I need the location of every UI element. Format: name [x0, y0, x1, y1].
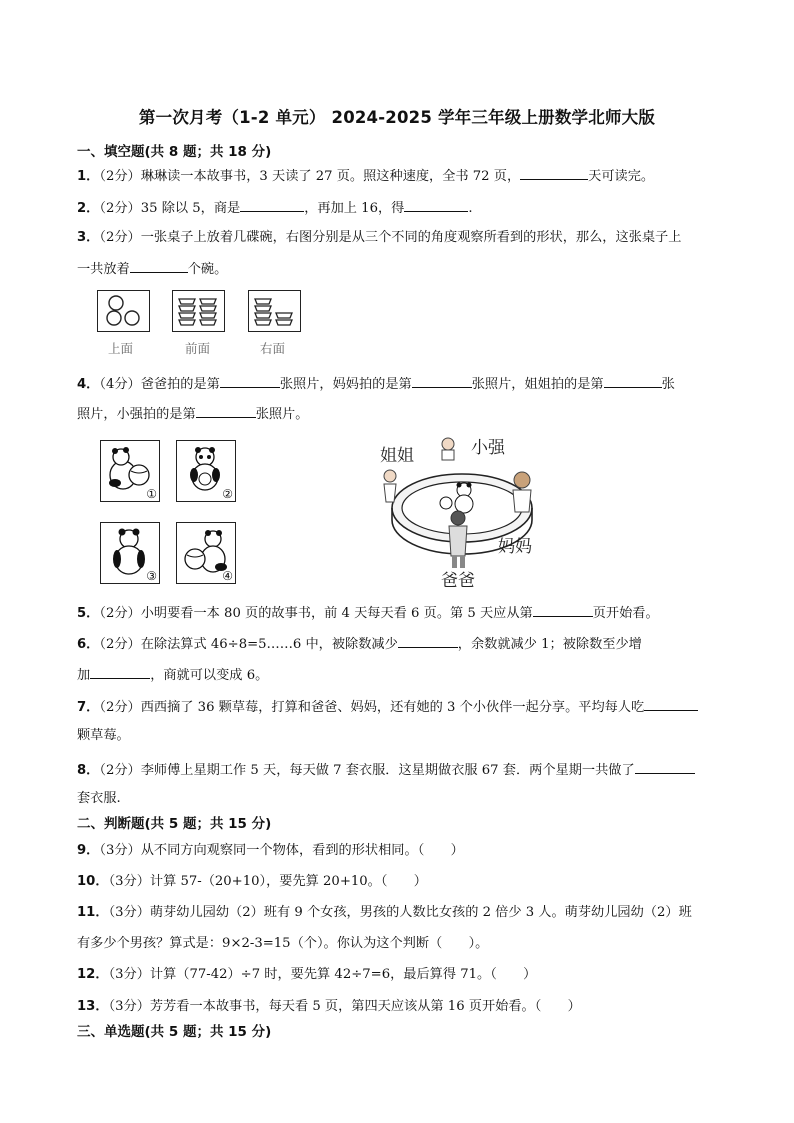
answer-blank[interactable] — [635, 760, 695, 774]
answer-blank[interactable] — [404, 198, 468, 212]
section-true-false: 二、判断题(共 5 题；共 15 分) — [77, 816, 272, 832]
question-text: . — [468, 201, 473, 216]
question-number: 1． — [77, 169, 100, 184]
question-text: 琳琳读一本故事书，3 天读了 27 页。照这种速度，全书 72 页， — [140, 169, 521, 184]
question-13 — [77, 998, 581, 1016]
question-text: 萌芽幼儿园幼（2）班有 9 个女孩，男孩的人数比女孩的 2 倍少 3 人。萌芽幼儿园幼（2）班 — [149, 905, 692, 920]
bowl-stack-icon — [249, 291, 299, 330]
question-8-cont — [77, 790, 121, 808]
question-3-cont — [77, 259, 227, 279]
question-1 — [77, 166, 654, 186]
question-text: ，商就可以变成 6。 — [150, 668, 269, 683]
question-number: 4． — [77, 377, 100, 392]
question-text: 李师傅上星期工作 5 天，每天做 7 套衣服．这星期做衣服 67 套．两个星期一共做了 — [140, 763, 635, 778]
question-text: 芳芳看一本故事书，每天看 5 页，第四天应该从第 16 页开始看。（ ） — [149, 999, 581, 1014]
question-score: （3分） — [108, 967, 150, 982]
question-2 — [77, 198, 473, 218]
question-number: 5． — [77, 606, 100, 621]
question-text: 张 — [661, 377, 675, 392]
question-5 — [77, 603, 659, 623]
question-text: 35 除以 5，商是 — [140, 201, 241, 216]
question-7-cont — [77, 727, 130, 745]
question-score: （3分） — [108, 874, 150, 889]
question-number: 6． — [77, 637, 100, 652]
page-title: 第一次月考（1-2 单元） 2024-2025 学年三年级上册数学北师大版 — [138, 108, 656, 127]
answer-blank[interactable] — [533, 603, 593, 617]
question-text: 张照片，妈妈拍的是第 — [279, 377, 412, 392]
question-11-cont — [77, 935, 488, 953]
question-score: （2分） — [99, 637, 141, 652]
question-score: （2分） — [99, 201, 141, 216]
photo-number: ③ — [146, 569, 157, 583]
question-text: 计算（77-42）÷7 时，要先算 42÷7=6，最后算得 71。（ ） — [149, 967, 537, 982]
question-4 — [77, 374, 675, 394]
question-score: （2分） — [99, 700, 141, 715]
question-score: （4分） — [99, 377, 141, 392]
answer-blank[interactable] — [90, 665, 150, 679]
photo-number: ① — [146, 487, 157, 501]
question-text: 张照片，姐姐拍的是第 — [471, 377, 604, 392]
answer-blank[interactable] — [196, 404, 256, 418]
question-score: （3分） — [108, 999, 150, 1014]
answer-blank[interactable] — [240, 198, 304, 212]
question-number: 2． — [77, 201, 100, 216]
question-text: 在除法算式 46÷8=5……6 中，被除数减少 — [140, 637, 398, 652]
question-score: （2分） — [99, 763, 141, 778]
question-number: 11． — [77, 905, 109, 920]
question-text: 一共放着 — [77, 262, 130, 277]
bowls-top-view — [97, 290, 150, 332]
question-text: 天可读完。 — [588, 169, 655, 184]
question-number: 7． — [77, 700, 100, 715]
question-number: 9． — [77, 843, 100, 858]
question-score: （3分） — [108, 905, 150, 920]
photo-3 — [100, 522, 160, 584]
question-12 — [77, 966, 536, 984]
label-xiaoqiang: 小强 — [471, 438, 505, 458]
photo-number: ④ — [222, 569, 233, 583]
label-front-view: 前面 — [185, 341, 211, 356]
label-top-view: 上面 — [108, 341, 134, 356]
answer-blank[interactable] — [644, 697, 698, 711]
label-right-view: 右面 — [260, 341, 286, 356]
answer-blank[interactable] — [520, 166, 588, 180]
question-number: 8． — [77, 763, 100, 778]
bowls-front-view — [172, 290, 225, 332]
bowl-stack-icon — [173, 291, 223, 330]
question-text: 照片，小强拍的是第 — [77, 407, 196, 422]
question-number: 3． — [77, 230, 100, 245]
question-number: 13． — [77, 999, 109, 1014]
question-3 — [77, 229, 681, 247]
photo-number: ② — [222, 487, 233, 501]
question-6-cont — [77, 665, 268, 685]
question-text: 颗草莓。 — [77, 728, 130, 743]
answer-blank[interactable] — [220, 374, 280, 388]
question-text: ，再加上 16，得 — [304, 201, 405, 216]
question-text: ，余数就减少 1；被除数至少增 — [457, 637, 642, 652]
section-single-choice: 三、单选题(共 5 题；共 15 分) — [77, 1024, 272, 1040]
question-11 — [77, 904, 692, 922]
question-9 — [77, 842, 464, 860]
answer-blank[interactable] — [398, 634, 458, 648]
question-4-cont — [77, 404, 308, 424]
question-score: （2分） — [99, 230, 141, 245]
question-text: 张照片。 — [255, 407, 309, 422]
label-dad: 爸爸 — [441, 571, 475, 591]
answer-blank[interactable] — [412, 374, 472, 388]
question-6 — [77, 634, 642, 654]
bowls-right-view — [248, 290, 301, 332]
question-text: 加 — [77, 668, 91, 683]
section-fill-in: 一、填空题(共 8 题；共 18 分) — [77, 144, 272, 160]
question-10 — [77, 873, 427, 891]
question-score: （2分） — [99, 606, 141, 621]
question-score: （3分） — [99, 843, 141, 858]
question-text: 页开始看。 — [592, 606, 659, 621]
question-text: 西西摘了 36 颗草莓，打算和爸爸、妈妈，还有她的 3 个小伙伴一起分享。平均每人吃 — [140, 700, 645, 715]
question-text: 套衣服. — [77, 791, 121, 806]
photo-1 — [100, 440, 160, 502]
answer-blank[interactable] — [130, 259, 188, 273]
question-number: 10． — [77, 874, 109, 889]
question-text: 有多少个男孩？算式是：9×2-3=15（个）。你认为这个判断（ ）。 — [77, 936, 489, 951]
question-text: 从不同方向观察同一个物体，看到的形状相同。（ ） — [140, 843, 464, 858]
question-7 — [77, 697, 698, 717]
question-text: 爸爸拍的是第 — [140, 377, 220, 392]
question-number: 12． — [77, 967, 109, 982]
question-text: 个碗。 — [187, 262, 228, 277]
photo-4 — [176, 522, 236, 584]
answer-blank[interactable] — [604, 374, 662, 388]
question-score: （2分） — [99, 169, 141, 184]
question-text: 一张桌子上放着几碟碗，右图分别是从三个不同的角度观察所看到的形状，那么，这张桌子上 — [140, 230, 682, 245]
bowl-circles-icon — [98, 291, 148, 330]
label-mom: 妈妈 — [498, 537, 532, 557]
photo-2 — [176, 440, 236, 502]
label-sister: 姐姐 — [380, 446, 414, 466]
question-8 — [77, 760, 695, 780]
question-text: 小明要看一本 80 页的故事书，前 4 天每天看 6 页。第 5 天应从第 — [140, 606, 533, 621]
question-text: 计算 57-（20+10），要先算 20+10。（ ） — [149, 874, 427, 889]
